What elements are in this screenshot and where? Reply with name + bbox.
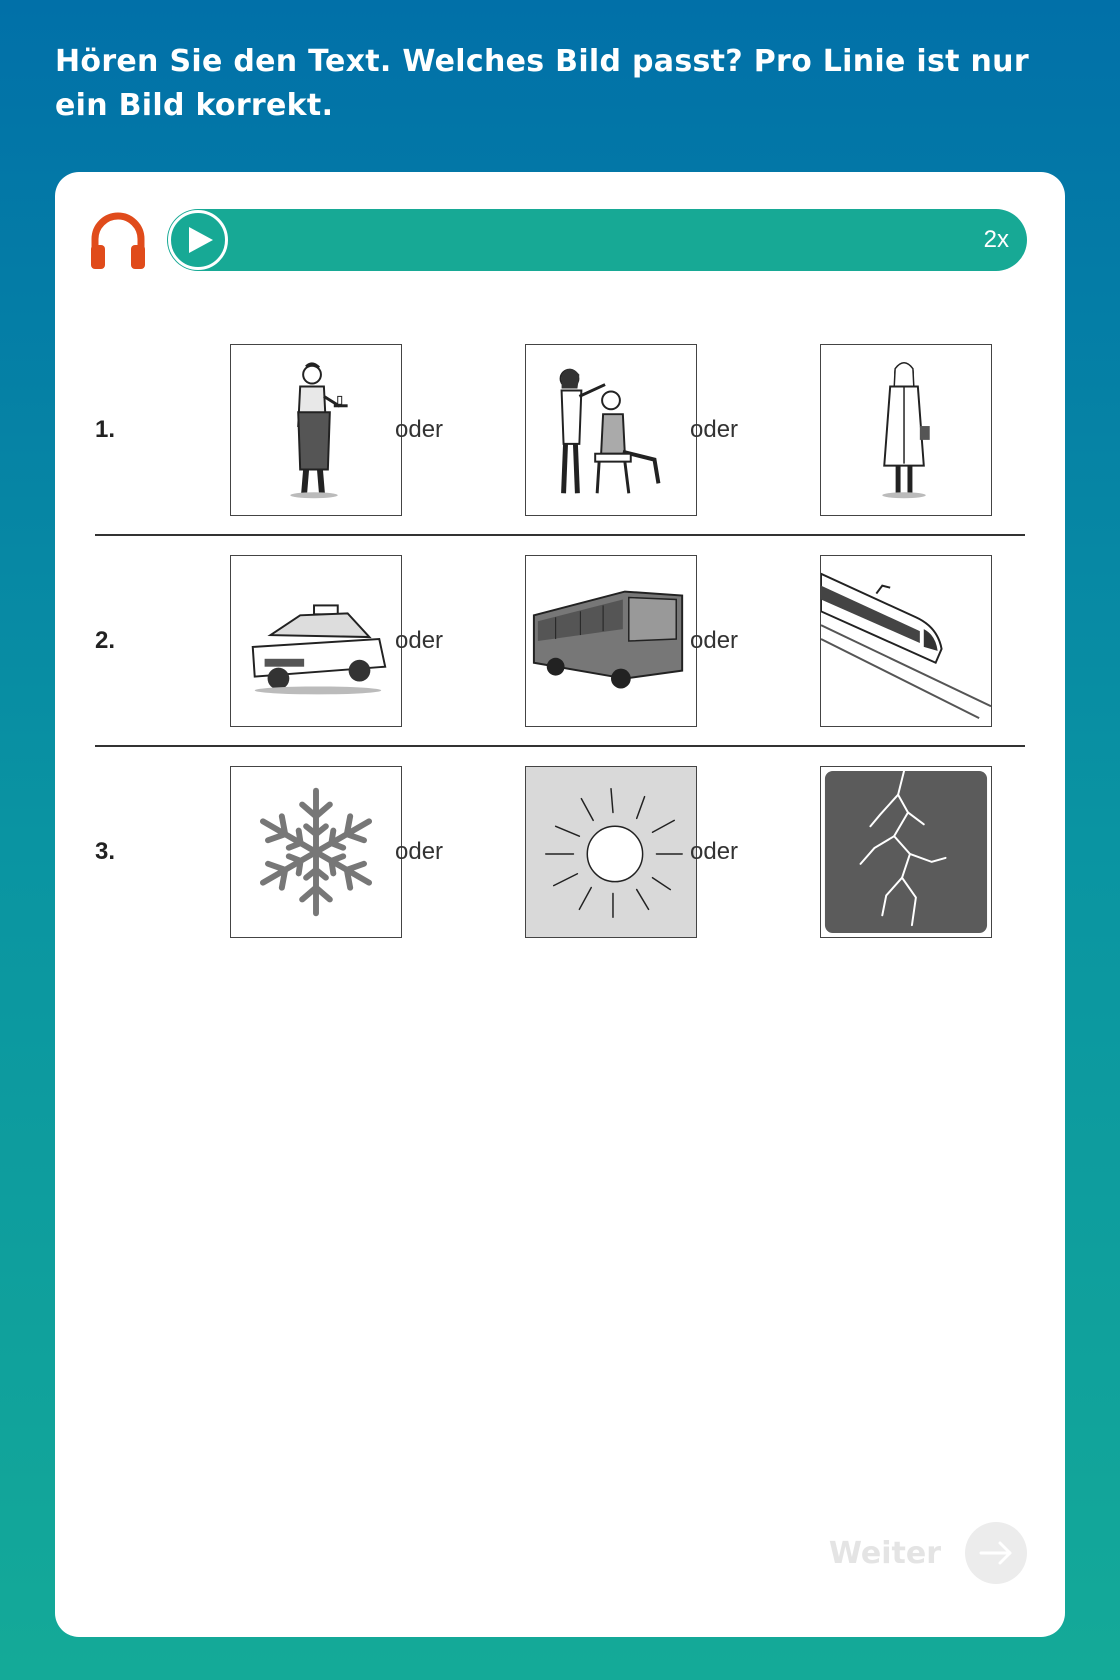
option-hairdresser[interactable] — [525, 344, 697, 516]
option-sun[interactable] — [525, 766, 697, 938]
separator-text: oder — [395, 416, 444, 443]
train-illustration — [821, 556, 991, 726]
question-number: 1. — [95, 416, 116, 443]
separator-text: oder — [395, 838, 444, 865]
doctor-illustration — [821, 345, 991, 515]
snowflake-illustration — [231, 767, 401, 937]
option-waiter[interactable] — [230, 344, 402, 516]
play-count: 2x — [983, 226, 1009, 253]
exercise-card — [55, 172, 1065, 1637]
separator-text: oder — [395, 627, 444, 654]
bus-illustration — [526, 556, 696, 726]
option-taxi[interactable] — [230, 555, 402, 727]
question-number: 2. — [95, 627, 116, 654]
row-divider — [95, 534, 1025, 536]
option-bus[interactable] — [525, 555, 697, 727]
option-lightning[interactable] — [820, 766, 992, 938]
question-row-3 — [95, 766, 1025, 938]
next-button-label: Weiter — [828, 1535, 941, 1571]
next-button[interactable] — [829, 1522, 1027, 1584]
option-doctor[interactable] — [820, 344, 992, 516]
question-row-2 — [95, 555, 1025, 727]
play-icon — [187, 226, 215, 254]
audio-player[interactable] — [167, 209, 1027, 271]
option-snowflake[interactable] — [230, 766, 402, 938]
instruction-text: Hören Sie den Text. Welches Bild passt? Pro Linie ist nur ein Bild korrekt. — [55, 44, 1029, 123]
lightning-illustration — [821, 767, 991, 937]
question-row-1 — [95, 344, 1025, 516]
row-divider — [95, 745, 1025, 747]
arrow-right-icon — [965, 1522, 1027, 1584]
headphones-icon — [89, 209, 147, 271]
play-button[interactable] — [168, 210, 228, 270]
sun-illustration — [526, 767, 696, 937]
separator-text: oder — [690, 838, 739, 865]
separator-text: oder — [690, 416, 739, 443]
waiter-illustration — [231, 345, 401, 515]
question-number: 3. — [95, 838, 116, 865]
separator-text: oder — [690, 627, 739, 654]
taxi-illustration — [231, 556, 401, 726]
option-train[interactable] — [820, 555, 992, 727]
hairdresser-illustration — [526, 345, 696, 515]
